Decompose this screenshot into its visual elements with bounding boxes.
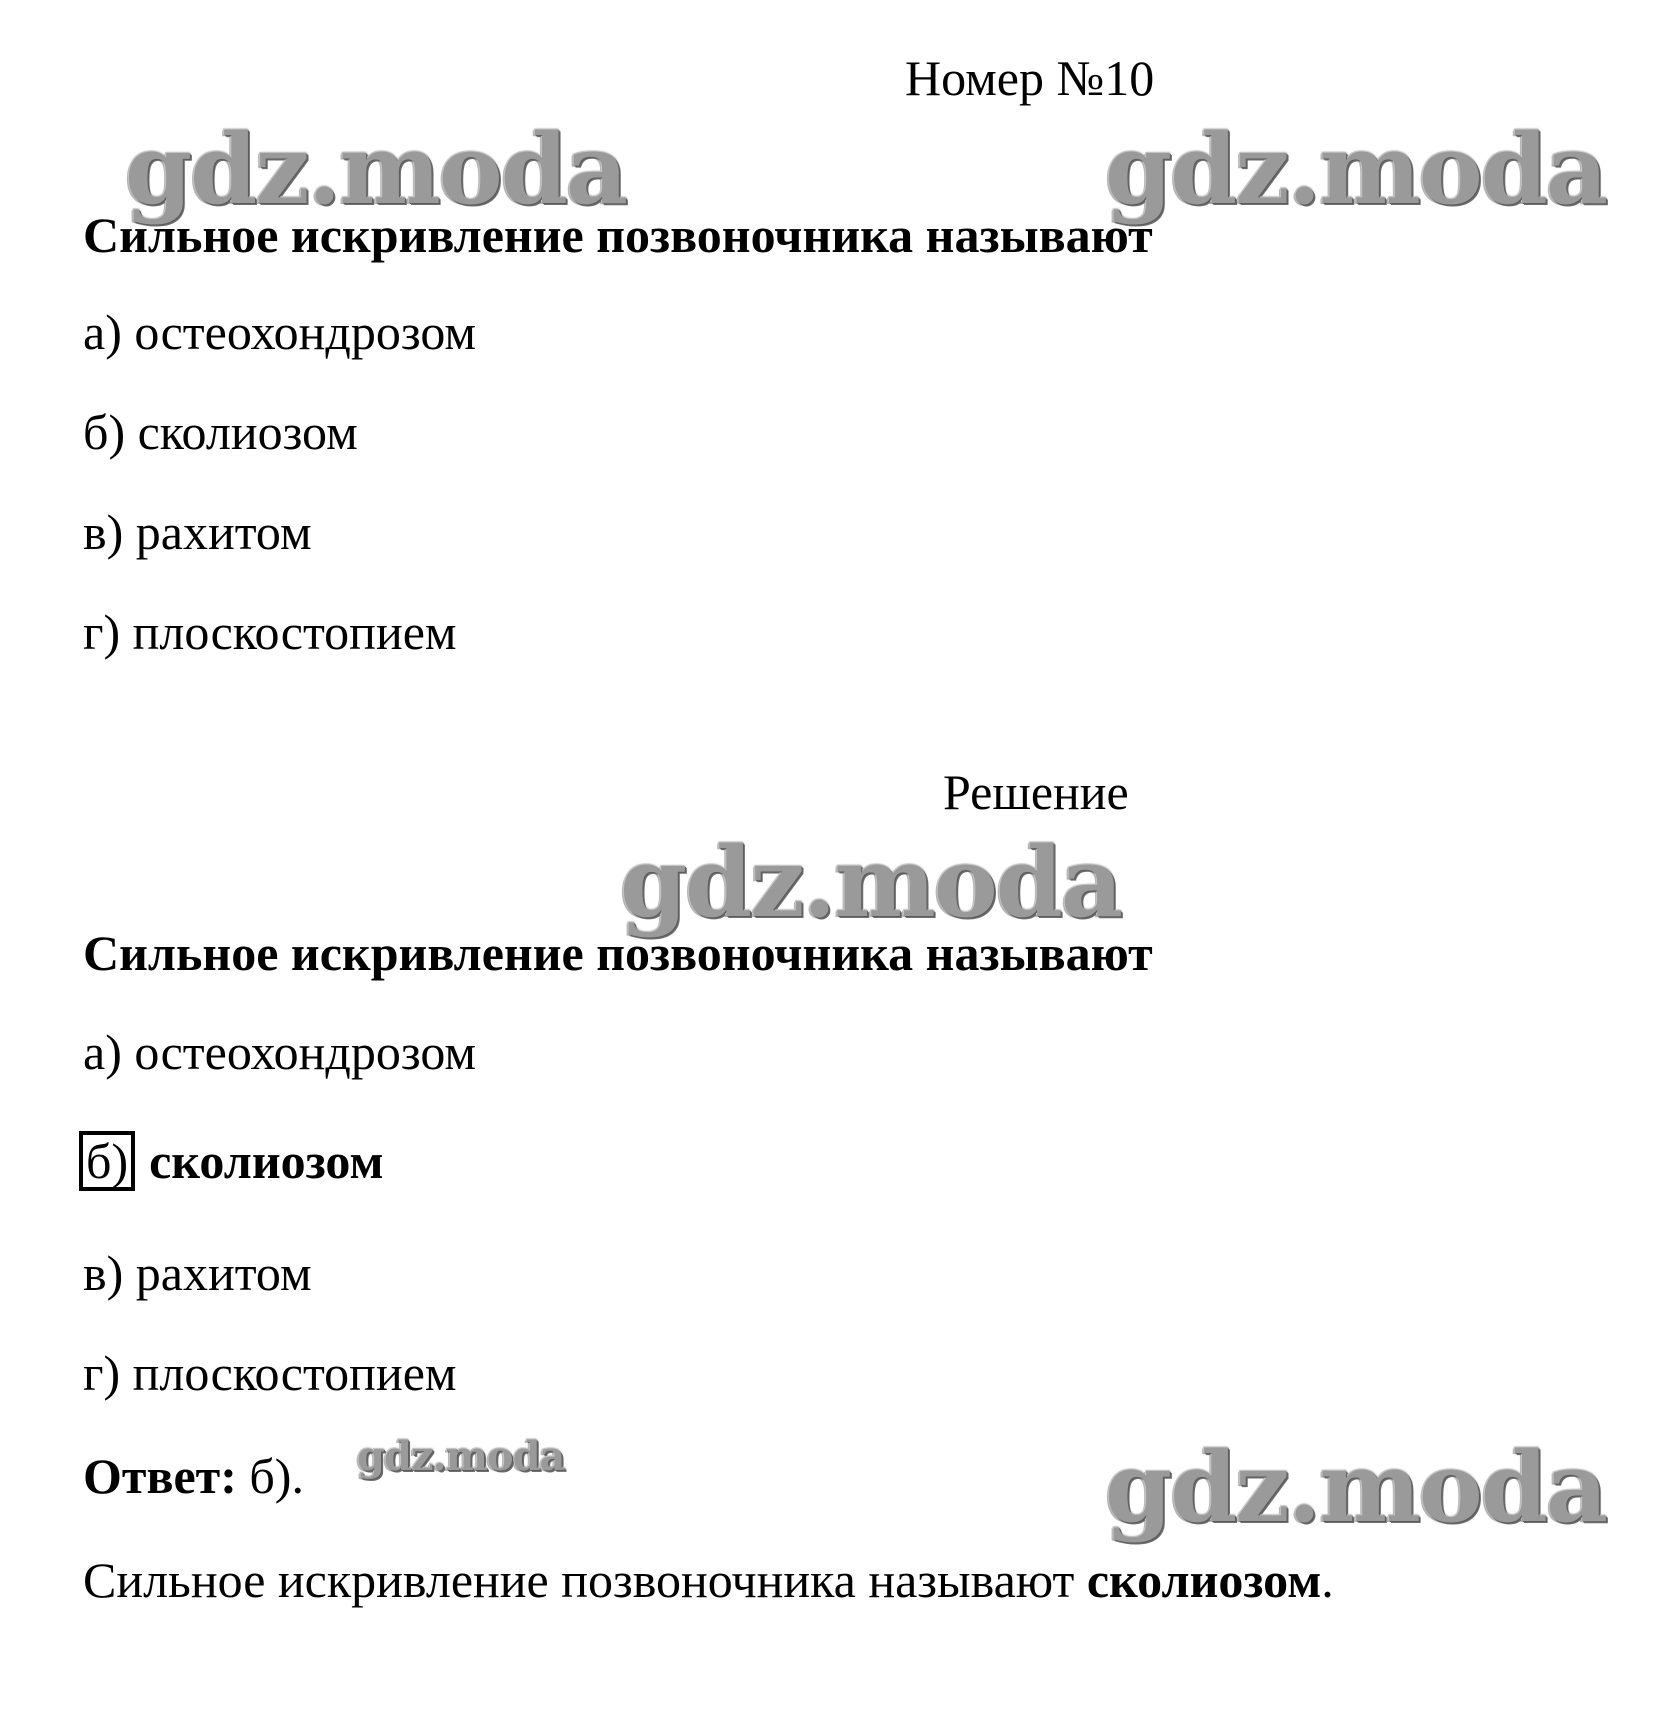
explanation-text: Сильное искривление позвоночника называют [83, 1552, 1075, 1608]
explanation-end: . [1321, 1552, 1334, 1608]
watermark-logo-small: gdz.moda [357, 1433, 565, 1480]
selected-option-box: б) [79, 1131, 135, 1191]
solution-option-d: г) плоскостопием [83, 1345, 457, 1401]
watermark-logo-bottom-right: gdz.moda [1105, 1431, 1607, 1544]
question-option-b: б) сколиозом [83, 404, 358, 460]
solution-option-b [83, 1131, 384, 1191]
question-option-c: в) рахитом [83, 504, 312, 560]
solution-question-text: Сильное искривление позвоночника называют [83, 925, 1153, 981]
answer-line [83, 1446, 304, 1506]
solution-option-a: а) остеохондрозом [83, 1024, 477, 1080]
selected-option-text: сколиозом [149, 1133, 384, 1189]
solution-option-c: в) рахитом [83, 1245, 312, 1301]
watermark-logo-middle: gdz.moda [620, 826, 1122, 939]
question-option-a: а) остеохондрозом [83, 304, 477, 360]
question-text: Сильное искривление позвоночника называют [83, 207, 1153, 263]
explanation-line [83, 1550, 1334, 1610]
task-number: Номер №10 [905, 50, 1155, 106]
question-option-d: г) плоскостопием [83, 604, 457, 660]
explanation-term: сколиозом [1086, 1552, 1322, 1608]
answer-label: Ответ: [83, 1448, 237, 1504]
solution-title: Решение [943, 764, 1129, 820]
watermark-logo-top-left: gdz.moda [125, 113, 627, 226]
watermark-logo-top-right: gdz.moda [1105, 113, 1607, 226]
answer-value: б). [249, 1448, 304, 1504]
